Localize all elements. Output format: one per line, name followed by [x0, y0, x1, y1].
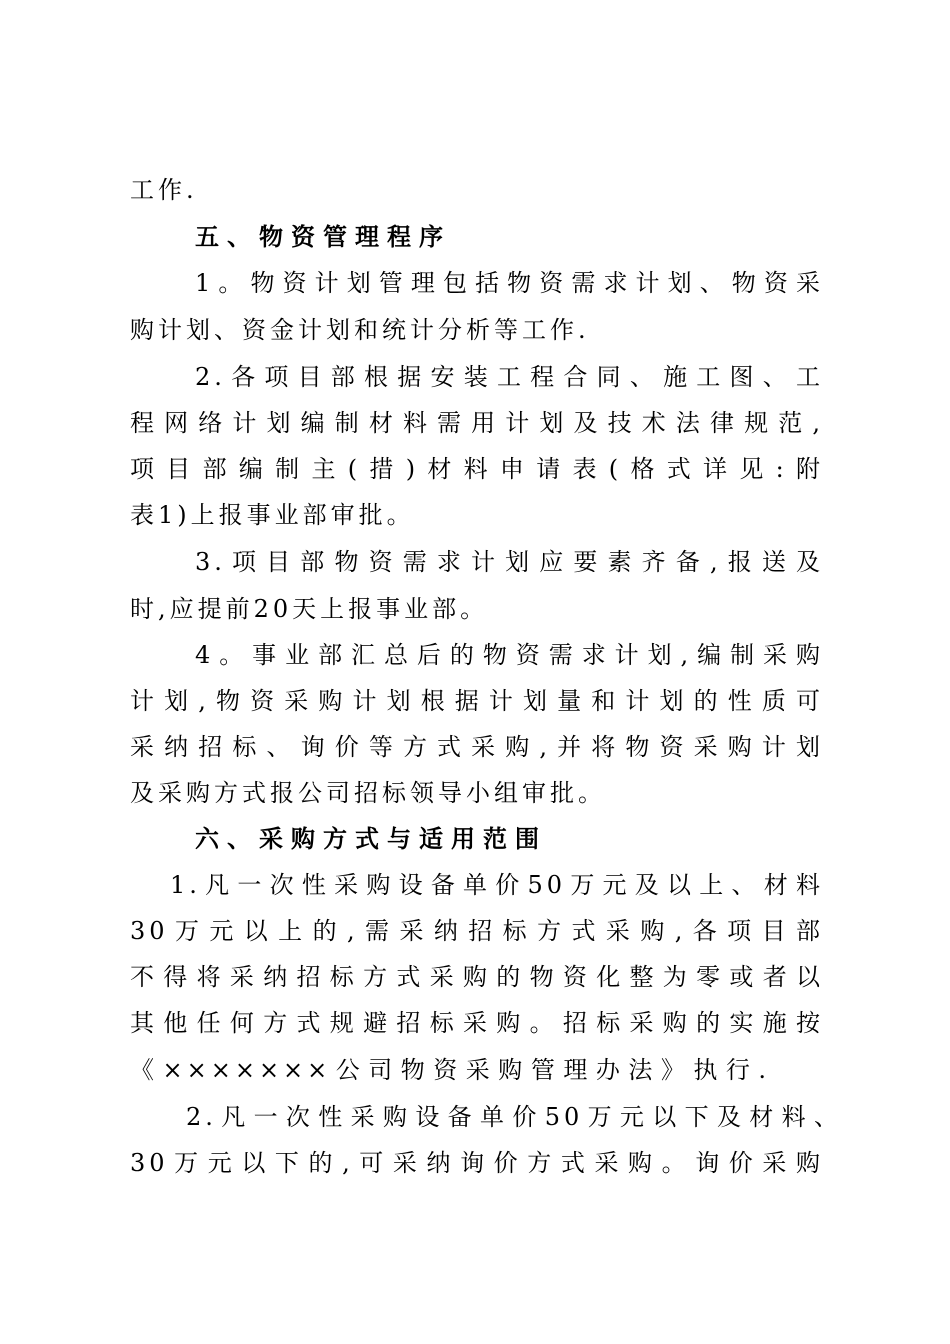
text-line: 采纳招标、询价等方式采购,并将物资采购计划 — [130, 733, 824, 761]
text-line: 项目部编制主(措)材料申请表(格式详见:附 — [130, 455, 824, 483]
text-line: 1。物资计划管理包括物资需求计划、物资采 — [195, 269, 824, 297]
text-line: 2.凡一次性采购设备单价50万元以下及材料、 — [186, 1103, 842, 1131]
text-line: 表1)上报事业部审批。 — [130, 501, 415, 529]
section-heading: 五、物资管理程序 — [195, 223, 451, 251]
text-line: 及采购方式报公司招标领导小组审批。 — [130, 779, 606, 807]
text-line: 程网络计划编制材料需用计划及技术法律规范, — [130, 409, 824, 437]
text-line: 1.凡一次性采购设备单价50万元及以上、材料 — [170, 871, 824, 899]
text-line: 购计划、资金计划和统计分析等工作. — [130, 316, 590, 344]
text-line: 4。事业部汇总后的物资需求计划,编制采购 — [195, 641, 824, 669]
text-line: 3.项目部物资需求计划应要素齐备,报送及 — [195, 548, 824, 576]
text-line: 30万元以上的,需采纳招标方式采购,各项目部 — [130, 917, 824, 945]
text-line: 其他任何方式规避招标采购。招标采购的实施按 — [130, 1009, 824, 1037]
text-line: 30万元以下的,可采纳询价方式采购。询价采购 — [130, 1149, 824, 1177]
text-line: 工作. — [130, 176, 198, 204]
section-heading: 六、采购方式与适用范围 — [195, 825, 547, 853]
text-line: 计划,物资采购计划根据计划量和计划的性质可 — [130, 687, 824, 715]
text-line: 时,应提前20天上报事业部。 — [130, 595, 489, 623]
text-line: 不得将采纳招标方式采购的物资化整为零或者以 — [130, 963, 824, 991]
text-line: 2.各项目部根据安装工程合同、施工图、工 — [195, 363, 824, 391]
text-line: 《×××××××公司物资采购管理办法》执行. — [130, 1056, 770, 1084]
